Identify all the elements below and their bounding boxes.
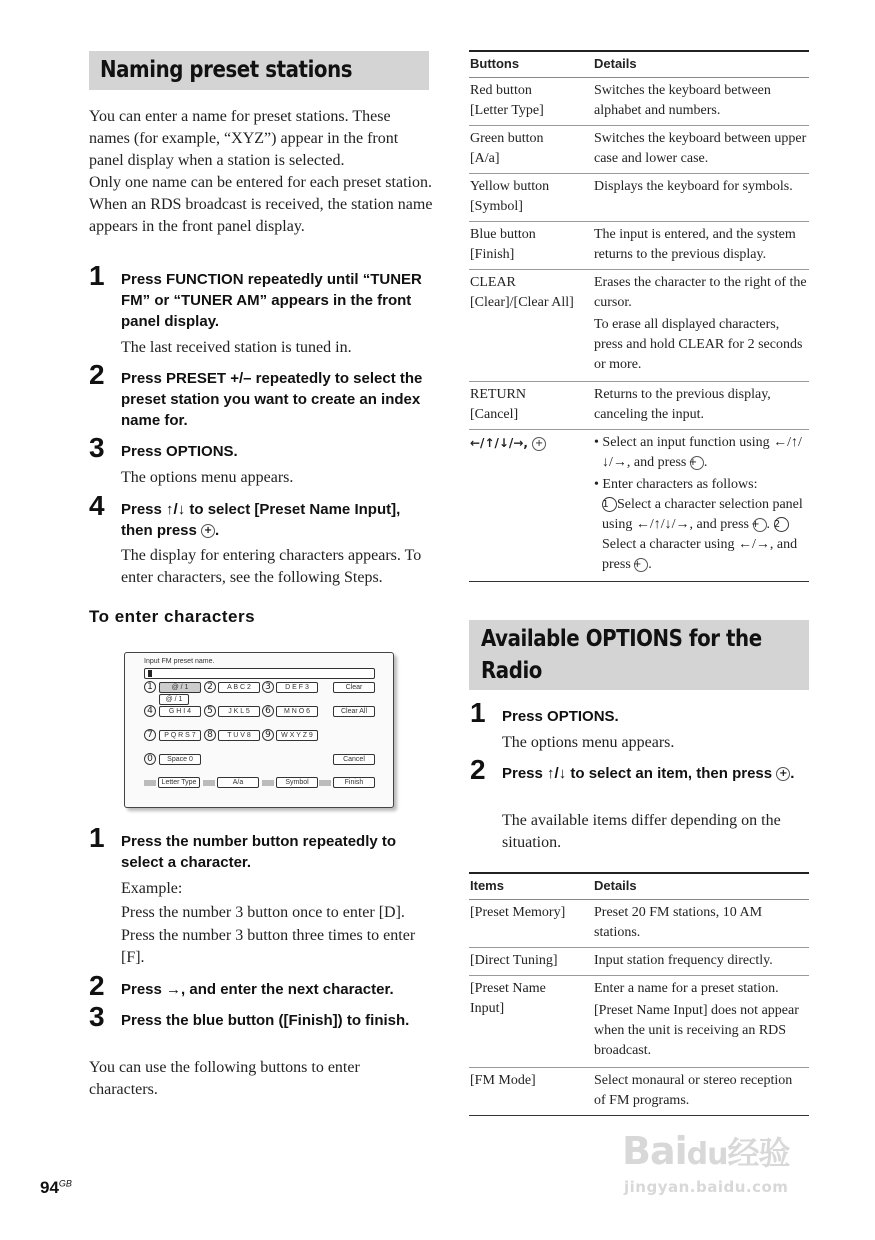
enter-step-1-desc	[121, 877, 433, 969]
page-number-value: 94	[40, 1178, 59, 1197]
table-row	[469, 900, 809, 948]
step-1-title: Press FUNCTION repeatedly until “TUNER FM” or “TUNER AM” appears in the front panel display.	[121, 271, 422, 330]
arrow-bullet-2-step2: Select a character using	[602, 537, 739, 552]
enter-step-1-number: 1	[89, 822, 105, 853]
watermark-brand-paw: du	[686, 1137, 728, 1172]
button-detail: Switches the keyboard between upper case and lower case.	[593, 126, 809, 174]
arrow-keys-label: ←/↑/↓/→,	[470, 436, 533, 450]
enter-step-3-title: Press the blue button ([Finish]) to finish.	[121, 1012, 410, 1029]
key-7[interactable]: P Q R S 7	[159, 730, 201, 741]
finish-key[interactable]: Finish	[333, 777, 375, 788]
table-row	[469, 222, 809, 270]
keyboard-screen-illustration	[124, 652, 394, 808]
button-detail-extra: To erase all displayed characters, press and hold CLEAR for 2 seconds or more.	[594, 317, 803, 372]
button-detail: The input is entered, and the system returns to the previous display.	[593, 222, 809, 270]
key-number-6: 6	[262, 705, 274, 717]
items-col-header: Items	[469, 873, 593, 900]
item-name: [Preset Name Input]	[469, 976, 593, 1068]
key-2[interactable]: A B C 2	[218, 682, 260, 693]
table-row	[469, 1068, 809, 1116]
items-details-col-header: Details	[593, 873, 809, 900]
intro-2: Only one name can be entered for each preset station.	[89, 174, 432, 191]
button-detail: Displays the keyboard for symbols.	[593, 174, 809, 222]
button-label: [Finish]	[470, 247, 515, 262]
enter-step-3-number: 3	[89, 1001, 105, 1032]
key-number-7: 7	[144, 729, 156, 741]
button-label: [A/a]	[470, 151, 500, 166]
yellow-button-marker	[262, 780, 274, 786]
options-step-1-title: Press OPTIONS.	[502, 708, 619, 725]
page-number	[40, 1178, 72, 1198]
step-3-number: 3	[89, 432, 105, 463]
enter-step-2-title: Press →, and enter the next character.	[121, 981, 394, 998]
item-name: [Preset Memory]	[469, 900, 593, 948]
enter-step-1-example: Example:	[121, 880, 183, 897]
enter-step-1-example-a: Press the number 3 button once to enter [D].	[121, 904, 405, 921]
enter-plus-icon: +	[201, 524, 215, 538]
item-name: [FM Mode]	[469, 1068, 593, 1116]
button-label: [Symbol]	[470, 199, 523, 214]
table-row	[469, 948, 809, 976]
section-title-naming	[89, 51, 429, 90]
button-detail: Switches the keyboard between alphabet and numbers.	[593, 78, 809, 126]
key-1[interactable]: @ / 1	[159, 682, 201, 693]
button-name: Blue button	[470, 227, 536, 242]
case-key[interactable]: A/a	[217, 777, 259, 788]
watermark-brand-cn: 经验	[727, 1134, 790, 1172]
subheading-enter-characters: To enter characters	[89, 607, 256, 626]
buttons-col-header: Buttons	[469, 51, 593, 78]
clear-key[interactable]: Clear	[333, 682, 375, 693]
options-step-2-desc: The available items differ depending on the situation.	[502, 812, 781, 851]
step-1-number: 1	[89, 260, 105, 291]
section-title-options	[469, 620, 809, 690]
key-number-8: 8	[204, 729, 216, 741]
key-6[interactable]: M N O 6	[276, 706, 318, 717]
key-9[interactable]: W X Y Z 9	[276, 730, 318, 741]
blue-button-marker	[319, 780, 331, 786]
enter-step-2-number: 2	[89, 970, 105, 1001]
item-detail: Select monaural or stereo reception of FM programs.	[593, 1068, 809, 1116]
button-detail: Erases the character to the right of the cursor.	[594, 275, 807, 310]
step-3-title: Press OPTIONS.	[121, 443, 238, 460]
key-number-4: 4	[144, 705, 156, 717]
key-0[interactable]: Space 0	[159, 754, 201, 765]
intro-paragraph	[89, 106, 434, 238]
step-2-number: 2	[89, 359, 105, 390]
enter-outro: You can use the following buttons to enter characters.	[89, 1059, 360, 1098]
enter-plus-icon: +	[690, 456, 704, 470]
table-row	[469, 382, 809, 430]
button-name: Green button	[470, 131, 544, 146]
watermark-brand: Bai	[622, 1129, 687, 1173]
options-step-2-title	[502, 763, 812, 784]
options-step-2-title-text: Press ↑/↓ to select an item, then press	[502, 765, 777, 782]
red-button-marker	[144, 780, 156, 786]
enter-step-1-title: Press the number button repeatedly to select a character.	[121, 833, 397, 871]
options-step-1-desc: The options menu appears.	[502, 734, 675, 751]
watermark-url: jingyan.baidu.com	[624, 1178, 789, 1196]
button-label: [Clear]/[Clear All]	[470, 295, 574, 310]
step-4-title-end: .	[215, 522, 220, 539]
options-step-2-number: 2	[470, 754, 486, 785]
arrow-bullet-2-step1: Select a character selection panel using	[602, 497, 803, 532]
buttons-table	[469, 50, 809, 582]
section-title-naming-text: Naming preset stations	[100, 57, 353, 83]
clear-all-key[interactable]: Clear All	[333, 706, 375, 717]
button-label: [Letter Type]	[470, 103, 544, 118]
arrow-bullet-1-end: .	[703, 455, 708, 470]
intro-1: You can enter a name for preset stations. These names (for example, “XYZ”) appear in the front panel display when a station is selected.	[89, 108, 399, 169]
key-number-9: 9	[262, 729, 274, 741]
button-name: CLEAR	[470, 275, 516, 290]
key-number-5: 5	[204, 705, 216, 717]
key-number-0: 0	[144, 753, 156, 765]
item-detail: Preset 20 FM stations, 10 AM stations.	[593, 900, 809, 948]
table-row	[469, 976, 809, 1068]
enter-step-1-example-b: Press the number 3 button three times to enter [F].	[121, 927, 416, 966]
arrow-bullet-2-sep: .	[766, 517, 774, 532]
enter-plus-icon: +	[753, 518, 767, 532]
step-1-desc: The last received station is tuned in.	[121, 339, 352, 356]
table-row	[469, 174, 809, 222]
item-detail: Input station frequency directly.	[593, 948, 809, 976]
step-4-title-text: Press ↑/↓ to select [Preset Name Input], then press	[121, 501, 401, 539]
item-detail-extra: [Preset Name Input] does not appear when the unit is receiving an RDS broadcast.	[594, 1003, 799, 1058]
button-detail: Returns to the previous display, canceling the input.	[593, 382, 809, 430]
table-row	[469, 78, 809, 126]
arrow-bullet-1-arrows: ←/↑/↓/→, and press	[602, 435, 802, 470]
arrow-bullet-2	[594, 475, 807, 575]
key-4[interactable]: G H I 4	[159, 706, 201, 717]
arrow-bullet-2-end: .	[648, 557, 652, 572]
step-circle-1: 1	[602, 497, 617, 512]
key-number-2: 2	[204, 681, 216, 693]
name-input-field	[144, 668, 375, 679]
arrow-bullet-1-text: • Select an input function using	[594, 435, 774, 450]
button-name: RETURN	[470, 387, 526, 402]
enter-plus-icon: +	[634, 558, 648, 572]
cancel-key[interactable]: Cancel	[333, 754, 375, 765]
step-3-desc: The options menu appears.	[121, 469, 294, 486]
key-5[interactable]: J K L 5	[218, 706, 260, 717]
table-row	[469, 126, 809, 174]
key-number-3: 3	[262, 681, 274, 693]
step-4-number: 4	[89, 490, 105, 521]
key-3[interactable]: D E F 3	[276, 682, 318, 693]
arrow-bullet-1	[594, 433, 807, 473]
section-title-options-text: Available OPTIONS for the Radio	[481, 626, 762, 684]
arrow-bullet-2-text: • Enter characters as follows:	[594, 477, 758, 492]
arrow-bullet-2-step2-arrows: ←/→, and press	[602, 537, 798, 572]
enter-plus-icon: +	[532, 437, 546, 451]
page-number-suffix: GB	[58, 1178, 72, 1189]
key-8[interactable]: T U V 8	[218, 730, 260, 741]
table-row	[469, 270, 809, 382]
letter-type-key[interactable]: Letter Type	[158, 777, 200, 788]
options-step-2-title-end: .	[790, 765, 795, 782]
details-col-header: Details	[593, 51, 809, 78]
item-name: [Direct Tuning]	[469, 948, 593, 976]
button-label: [Cancel]	[470, 407, 519, 422]
item-detail: Enter a name for a preset station.	[594, 981, 779, 996]
enter-plus-icon: +	[776, 767, 790, 781]
key-1-popup: @ / 1	[159, 694, 189, 705]
step-4-title	[121, 499, 421, 541]
baidu-watermark	[622, 1128, 832, 1208]
button-name: Yellow button	[470, 179, 550, 194]
green-button-marker	[203, 780, 215, 786]
symbol-key[interactable]: Symbol	[276, 777, 318, 788]
arrow-bullet-2-step1-arrows: ←/↑/↓/→, and press	[635, 517, 753, 532]
key-number-1: 1	[144, 681, 156, 693]
step-circle-2: 2	[774, 517, 789, 532]
button-name: Red button	[470, 83, 532, 98]
items-table	[469, 872, 809, 1116]
screen-caption: Input FM preset name.	[144, 658, 215, 665]
options-step-1-number: 1	[470, 697, 486, 728]
step-2-title: Press PRESET +/– repeatedly to select the preset station you want to create an index name for.	[121, 370, 423, 429]
table-row	[469, 430, 809, 582]
step-4-desc: The display for entering characters appears. To enter characters, see the following Steps.	[121, 547, 422, 586]
watermark-logo	[622, 1128, 832, 1178]
intro-3: When an RDS broadcast is received, the station name appears in the front panel display.	[89, 196, 433, 235]
